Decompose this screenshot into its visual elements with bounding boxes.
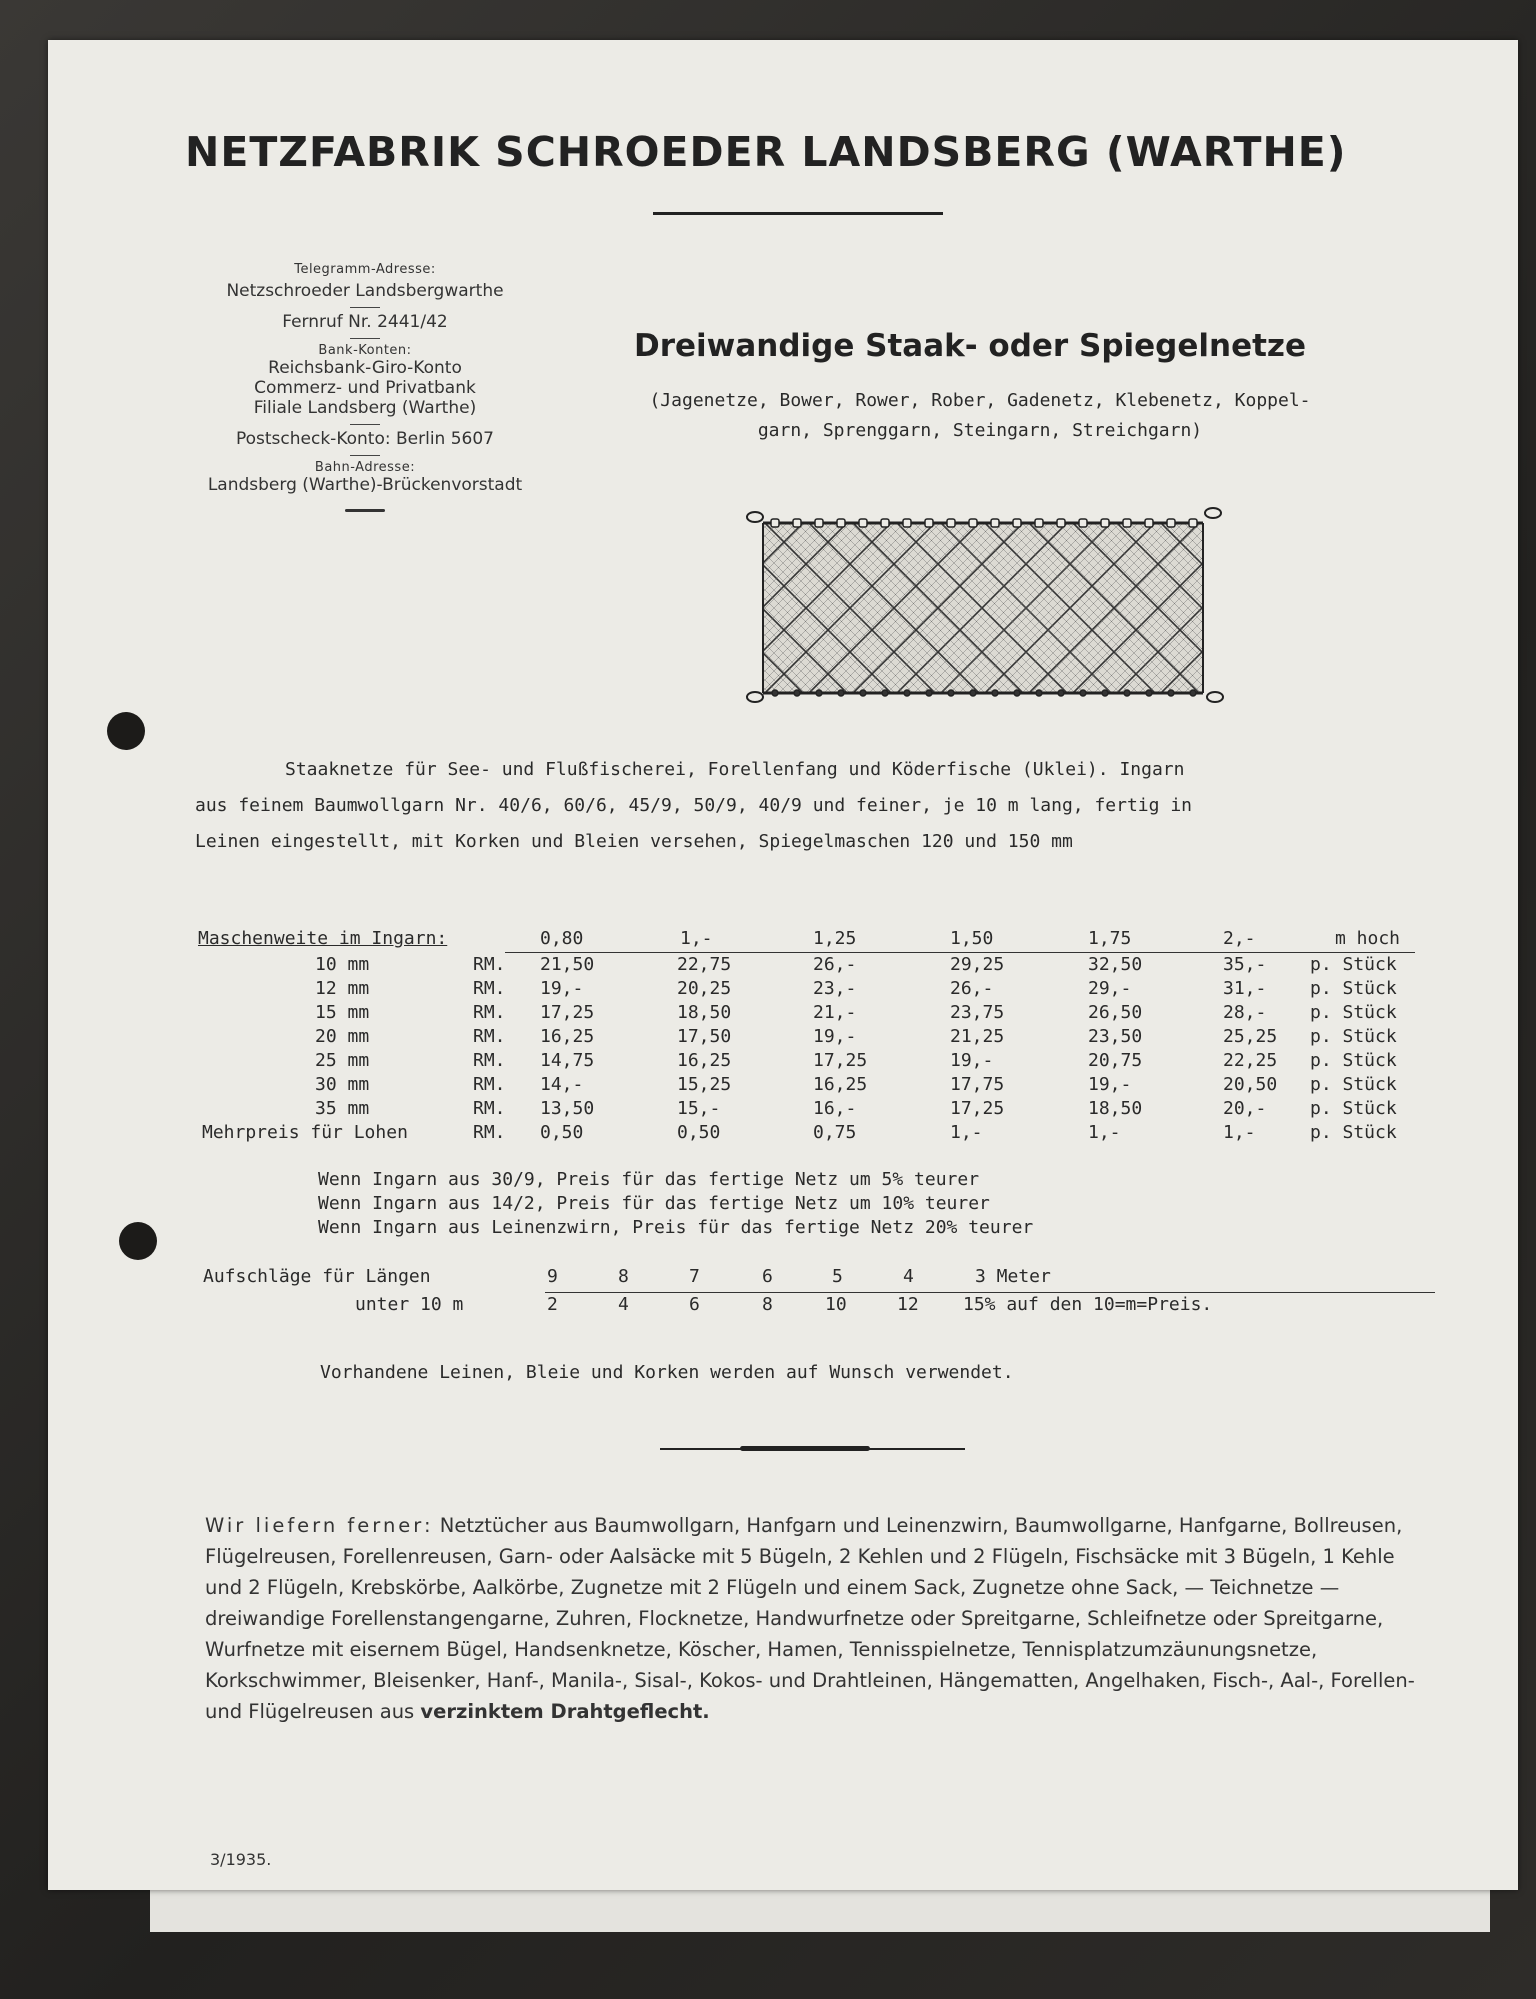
sender-block (195, 262, 535, 512)
document-date: 3/1935. (210, 1850, 272, 1869)
price-cell: 26,50 (1088, 1002, 1143, 1023)
price-cell: 14,75 (540, 1050, 595, 1071)
extra-label: Mehrpreis für Lohen (202, 1122, 408, 1143)
table-row (195, 1050, 1435, 1074)
intro-line: Leinen eingestellt, mit Korken und Bleien versehen, Spiegelmaschen 120 und 150 mm (195, 831, 1073, 852)
currency: RM. (473, 954, 506, 975)
price-cell: 17,25 (540, 1002, 595, 1023)
mesh-size: 30 mm (315, 1074, 370, 1095)
further-products (205, 1510, 1430, 1727)
mesh-size: 15 mm (315, 1002, 370, 1023)
price-cell: 23,75 (950, 1002, 1005, 1023)
surcharge-row-percents (195, 1294, 1435, 1322)
paper-edge (150, 1890, 1490, 1932)
intro-line: aus feinem Baumwollgarn Nr. 40/6, 60/6, 45/9, 50/9, 40/9 und feiner, je 10 m lang, fertig in (195, 795, 1192, 816)
table-row (195, 978, 1435, 1002)
divider (350, 307, 380, 308)
extra-charge-row (195, 1122, 1435, 1146)
price-cell: 26,- (950, 978, 994, 999)
height-unit: m hoch (1335, 928, 1401, 949)
height-header: 1,75 (1088, 928, 1132, 949)
unit-cell: p. Stück (1310, 978, 1397, 999)
net-illustration (745, 505, 1225, 710)
telegram-value: Netzschroeder Landsbergwarthe (226, 281, 504, 301)
price-cell: 17,25 (813, 1050, 868, 1071)
surcharge-label: unter 10 m (355, 1294, 464, 1315)
percent-cell: 15% auf den 10=m=Preis. (963, 1294, 1213, 1315)
price-cell: 17,75 (950, 1074, 1005, 1095)
punch-hole (119, 1222, 157, 1260)
price-cell: 23,- (813, 978, 857, 999)
price-cell: 13,50 (540, 1098, 595, 1119)
note-line: Wenn Ingarn aus Leinenzwirn, Preis für das fertige Netz 20% teurer (318, 1217, 1034, 1238)
price-cell: 1,- (950, 1122, 983, 1143)
percent-cell: 8 (762, 1294, 773, 1315)
surcharge-label: Aufschläge für Längen (203, 1266, 431, 1287)
unit-cell: p. Stück (1310, 1026, 1397, 1047)
net-drawing (745, 505, 1225, 710)
title-rule (653, 212, 943, 215)
unit-cell: p. Stück (1310, 1002, 1397, 1023)
surcharge-rule (545, 1292, 1435, 1293)
bank-line: Reichsbank-Giro-Konto (268, 358, 462, 378)
price-cell: 17,25 (950, 1098, 1005, 1119)
table-header-row (195, 928, 1435, 954)
height-header: 1,- (680, 928, 713, 949)
percent-cell: 12 (897, 1294, 919, 1315)
currency: RM. (473, 978, 506, 999)
table-row (195, 1098, 1435, 1122)
table-row (195, 1074, 1435, 1098)
price-cell: 15,- (677, 1098, 721, 1119)
price-cell: 14,- (540, 1074, 584, 1095)
unit-cell: p. Stück (1310, 1074, 1397, 1095)
price-cell: 1,- (1223, 1122, 1256, 1143)
divider (350, 338, 380, 339)
length-cell: 9 (547, 1266, 558, 1287)
height-header: 1,25 (813, 928, 857, 949)
price-cell: 0,50 (540, 1122, 584, 1143)
phone-number: Fernruf Nr. 2441/42 (282, 312, 448, 332)
bank-label: Bank-Konten: (318, 343, 412, 358)
section-rule (740, 1446, 870, 1451)
percent-cell: 6 (689, 1294, 700, 1315)
mesh-size: 10 mm (315, 954, 370, 975)
rail-label: Bahn-Adresse: (314, 460, 416, 475)
price-cell: 35,- (1223, 954, 1267, 975)
further-lead: Wir liefern ferner: (205, 1514, 434, 1537)
price-cell: 22,75 (677, 954, 732, 975)
currency: RM. (473, 1122, 506, 1143)
divider (345, 509, 385, 512)
telegram-label: Telegramm-Adresse: (294, 262, 436, 277)
unit-cell: p. Stück (1310, 954, 1397, 975)
surcharge-row-lengths (195, 1266, 1435, 1294)
intro-paragraph (195, 752, 1440, 860)
divider (350, 424, 380, 425)
table-body (195, 954, 1435, 1122)
price-cell: 19,- (1088, 1074, 1132, 1095)
price-cell: 29,25 (950, 954, 1005, 975)
price-cell: 26,- (813, 954, 857, 975)
percent-cell: 10 (825, 1294, 847, 1315)
price-cell: 16,- (813, 1098, 857, 1119)
table-row (195, 1026, 1435, 1050)
punch-hole (107, 712, 145, 750)
mesh-size: 12 mm (315, 978, 370, 999)
currency: RM. (473, 1050, 506, 1071)
price-cell: 21,25 (950, 1026, 1005, 1047)
currency: RM. (473, 1098, 506, 1119)
length-cell: 7 (689, 1266, 700, 1287)
price-cell: 16,25 (677, 1050, 732, 1071)
price-cell: 32,50 (1088, 954, 1143, 975)
price-cell: 19,- (540, 978, 584, 999)
note-line: Wenn Ingarn aus 30/9, Preis für das fertige Netz um 5% teurer (318, 1169, 980, 1190)
mesh-size: 35 mm (315, 1098, 370, 1119)
postcheck-account: Postscheck-Konto: Berlin 5607 (235, 429, 494, 449)
bank-line: Filiale Landsberg (Warthe) (253, 398, 477, 418)
price-cell: 28,- (1223, 1002, 1267, 1023)
price-cell: 21,50 (540, 954, 595, 975)
price-cell: 16,25 (540, 1026, 595, 1047)
intro-line: Staaknetze für See- und Flußfischerei, Forellenfang und Köderfische (Uklei). Ingarn (285, 759, 1185, 780)
price-cell: 1,- (1088, 1122, 1121, 1143)
price-cell: 18,50 (677, 1002, 732, 1023)
length-cell: 3 Meter (975, 1266, 1051, 1287)
product-title: Dreiwandige Staak- oder Spiegelnetze (634, 328, 1306, 364)
rail-address: Landsberg (Warthe)-Brückenvorstadt (207, 475, 523, 495)
length-surcharges (195, 1266, 1435, 1322)
price-cell: 20,75 (1088, 1050, 1143, 1071)
net-types-line: garn, Sprenggarn, Steingarn, Streichgarn) (757, 420, 1203, 441)
price-cell: 15,25 (677, 1074, 732, 1095)
height-header: 1,50 (950, 928, 994, 949)
header-rule (505, 952, 1415, 953)
height-header: 0,80 (540, 928, 584, 949)
price-cell: 20,- (1223, 1098, 1267, 1119)
further-bold: verzinktem Drahtgeflecht. (420, 1700, 710, 1723)
price-cell: 25,25 (1223, 1026, 1278, 1047)
table-row (195, 1002, 1435, 1026)
price-cell: 16,25 (813, 1074, 868, 1095)
company-title: NETZFABRIK SCHROEDER LANDSBERG (WARTHE) (185, 128, 1347, 176)
price-cell: 18,50 (1088, 1098, 1143, 1119)
divider (350, 455, 380, 456)
available-note: Vorhandene Leinen, Bleie und Korken werden auf Wunsch verwendet. (320, 1362, 1014, 1383)
length-cell: 8 (618, 1266, 629, 1287)
currency: RM. (473, 1002, 506, 1023)
price-cell: 20,50 (1223, 1074, 1278, 1095)
unit-cell: p. Stück (1310, 1122, 1397, 1143)
further-text: Netztücher aus Baumwollgarn, Hanfgarn und Leinenzwirn, Baumwollgarne, Hanfgarne, Bollreusen, Flügelreusen, Forellenreusen, Garn- oder Aalsäcke mit 5 Bügeln, 2 Kehlen und 2 Flügeln, Fischsäcke mit 3 Bügeln, 1 Kehle und 2 Flügeln, Krebskörbe, Aalkörbe, Zugnetze mit 2 Flügeln und einem Sack, Zugnetze ohne Sack, — Teichnetze — dreiwandige Forellenstangengarne, Zuhren, Flocknetze, Handwurfnetze oder Spreitgarne, Schleifnetze oder Spreitgarne, Wurfnetze mit eisernem Bügel, Handsenknetze, Köscher, Hamen, Tennisspielnetze, Tennisplatzumzäunungsnetze, Korkschwimmer, Bleisenker, Hanf-, Manila-, Sisal-, Kokos- und Drahtleinen, Hängematten, Angelhaken, Fisch-, Aal-, Forellen- und Flügelreusen aus (205, 1514, 1415, 1723)
price-cell: 29,- (1088, 978, 1132, 999)
price-cell: 23,50 (1088, 1026, 1143, 1047)
percent-cell: 4 (618, 1294, 629, 1315)
currency: RM. (473, 1026, 506, 1047)
price-cell: 0,75 (813, 1122, 857, 1143)
unit-cell: p. Stück (1310, 1050, 1397, 1071)
mesh-size: 25 mm (315, 1050, 370, 1071)
length-cell: 6 (762, 1266, 773, 1287)
bank-line: Commerz- und Privatbank (254, 378, 476, 398)
price-cell: 20,25 (677, 978, 732, 999)
price-cell: 22,25 (1223, 1050, 1278, 1071)
price-cell: 17,50 (677, 1026, 732, 1047)
note-line: Wenn Ingarn aus 14/2, Preis für das fertige Netz um 10% teurer (318, 1193, 990, 1214)
material-notes (318, 1168, 1033, 1240)
price-cell: 0,50 (677, 1122, 721, 1143)
price-cell: 19,- (813, 1026, 857, 1047)
length-cell: 4 (903, 1266, 914, 1287)
table-header-label: Maschenweite im Ingarn: (198, 928, 448, 949)
currency: RM. (473, 1074, 506, 1095)
price-cell: 19,- (950, 1050, 994, 1071)
price-cell: 31,- (1223, 978, 1267, 999)
mesh-size: 20 mm (315, 1026, 370, 1047)
unit-cell: p. Stück (1310, 1098, 1397, 1119)
height-header: 2,- (1223, 928, 1256, 949)
price-cell: 21,- (813, 1002, 857, 1023)
table-row (195, 954, 1435, 978)
price-table (195, 928, 1435, 1146)
net-types (560, 386, 1400, 446)
net-types-line: (Jagenetze, Bower, Rower, Rober, Gadenetz, Klebenetz, Koppel- (649, 390, 1311, 411)
percent-cell: 2 (547, 1294, 558, 1315)
length-cell: 5 (832, 1266, 843, 1287)
